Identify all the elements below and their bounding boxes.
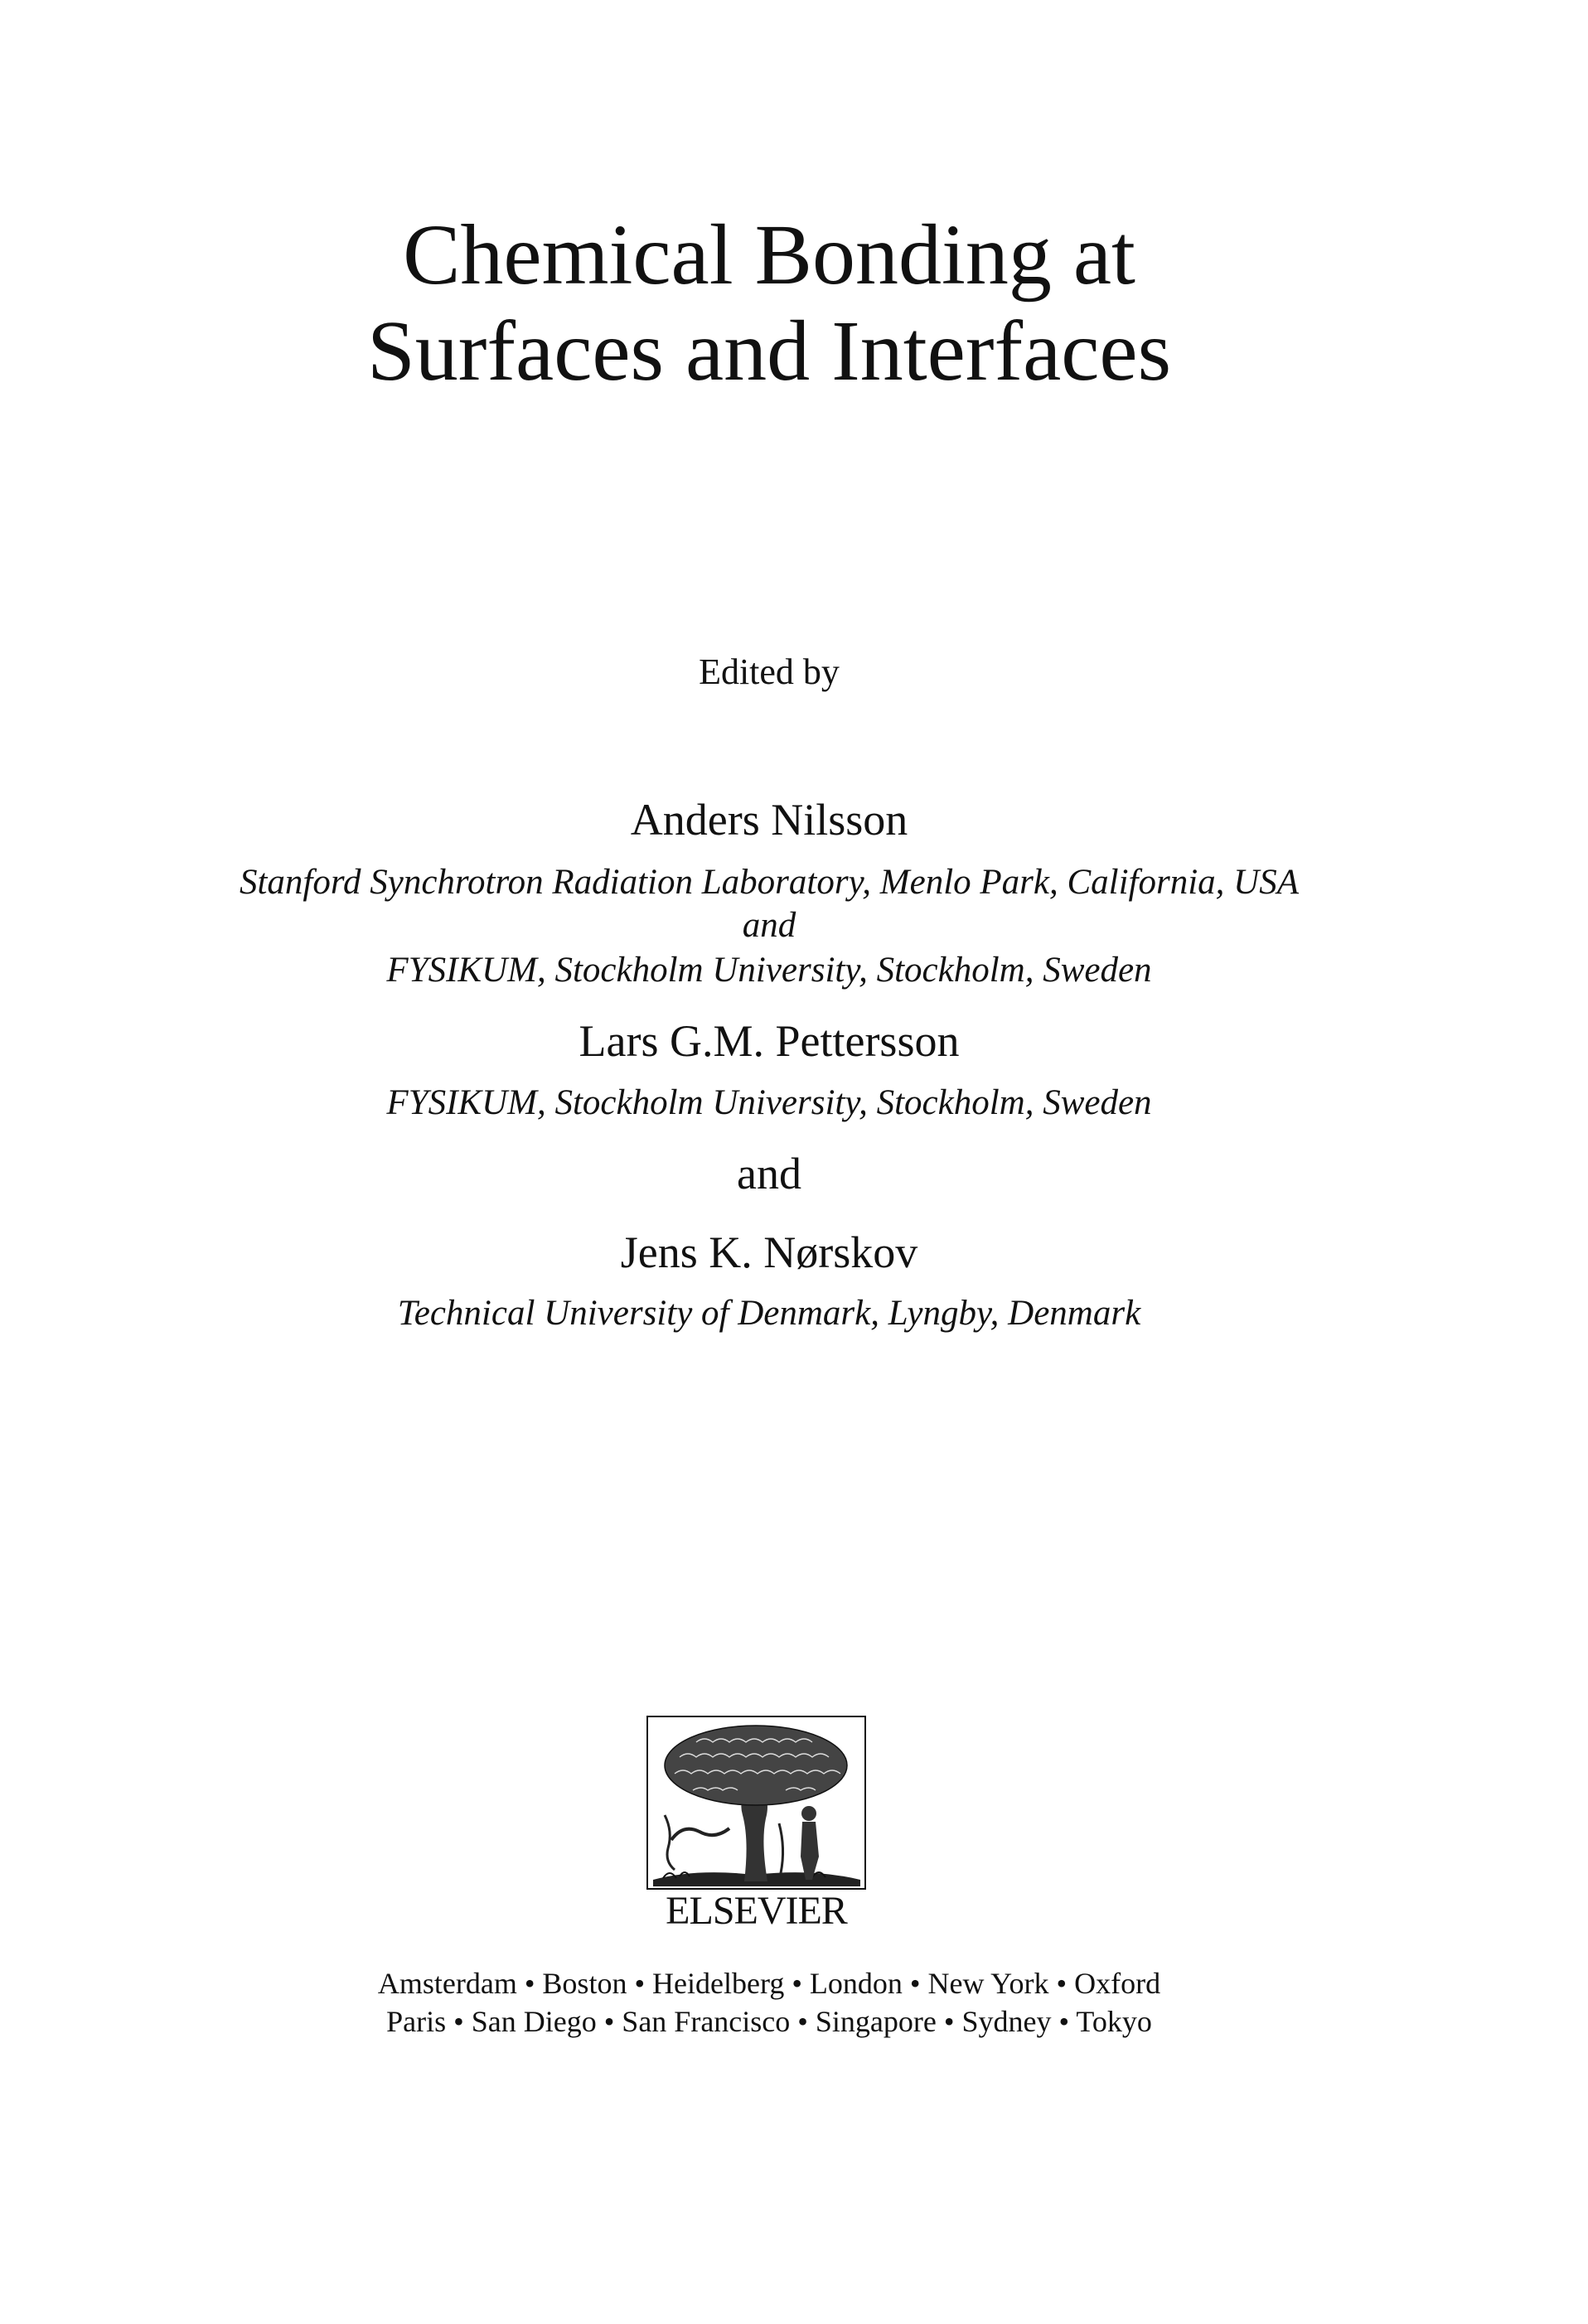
- editor-affiliation-nilsson-1: Stanford Synchrotron Radiation Laboratory, Menlo Park, California, USA: [239, 863, 1300, 902]
- editor-affiliation-norskov: Technical University of Denmark, Lyngby, Denmark: [397, 1294, 1141, 1333]
- editor-name-norskov: Jens K. Nørskov: [620, 1227, 918, 1277]
- publisher-cities-line-1: Amsterdam • Boston • Heidelberg • London • New York • Oxford: [377, 1967, 1161, 2000]
- publisher-wordmark: ELSEVIER: [666, 1889, 847, 1933]
- publisher-logo: [646, 1716, 866, 1939]
- elsevier-tree-icon: [646, 1716, 866, 1890]
- publisher-cities-line-2: Paris • San Diego • San Francisco • Singapore • Sydney • Tokyo: [386, 2005, 1152, 2038]
- editor-affiliation-nilsson-2: FYSIKUM, Stockholm University, Stockholm, Sweden: [386, 951, 1152, 990]
- book-title-line-1: Chemical Bonding at: [403, 207, 1135, 303]
- editor-affiliation-pettersson: FYSIKUM, Stockholm University, Stockholm, Sweden: [386, 1083, 1152, 1122]
- editor-separator-and: and: [737, 1149, 801, 1198]
- edited-by-label: Edited by: [699, 651, 840, 692]
- book-title-line-2: Surfaces and Interfaces: [366, 303, 1172, 399]
- editor-name-nilsson: Anders Nilsson: [630, 795, 908, 845]
- editor-name-pettersson: Lars G.M. Pettersson: [579, 1016, 960, 1066]
- editor-affiliation-connector: and: [742, 906, 796, 945]
